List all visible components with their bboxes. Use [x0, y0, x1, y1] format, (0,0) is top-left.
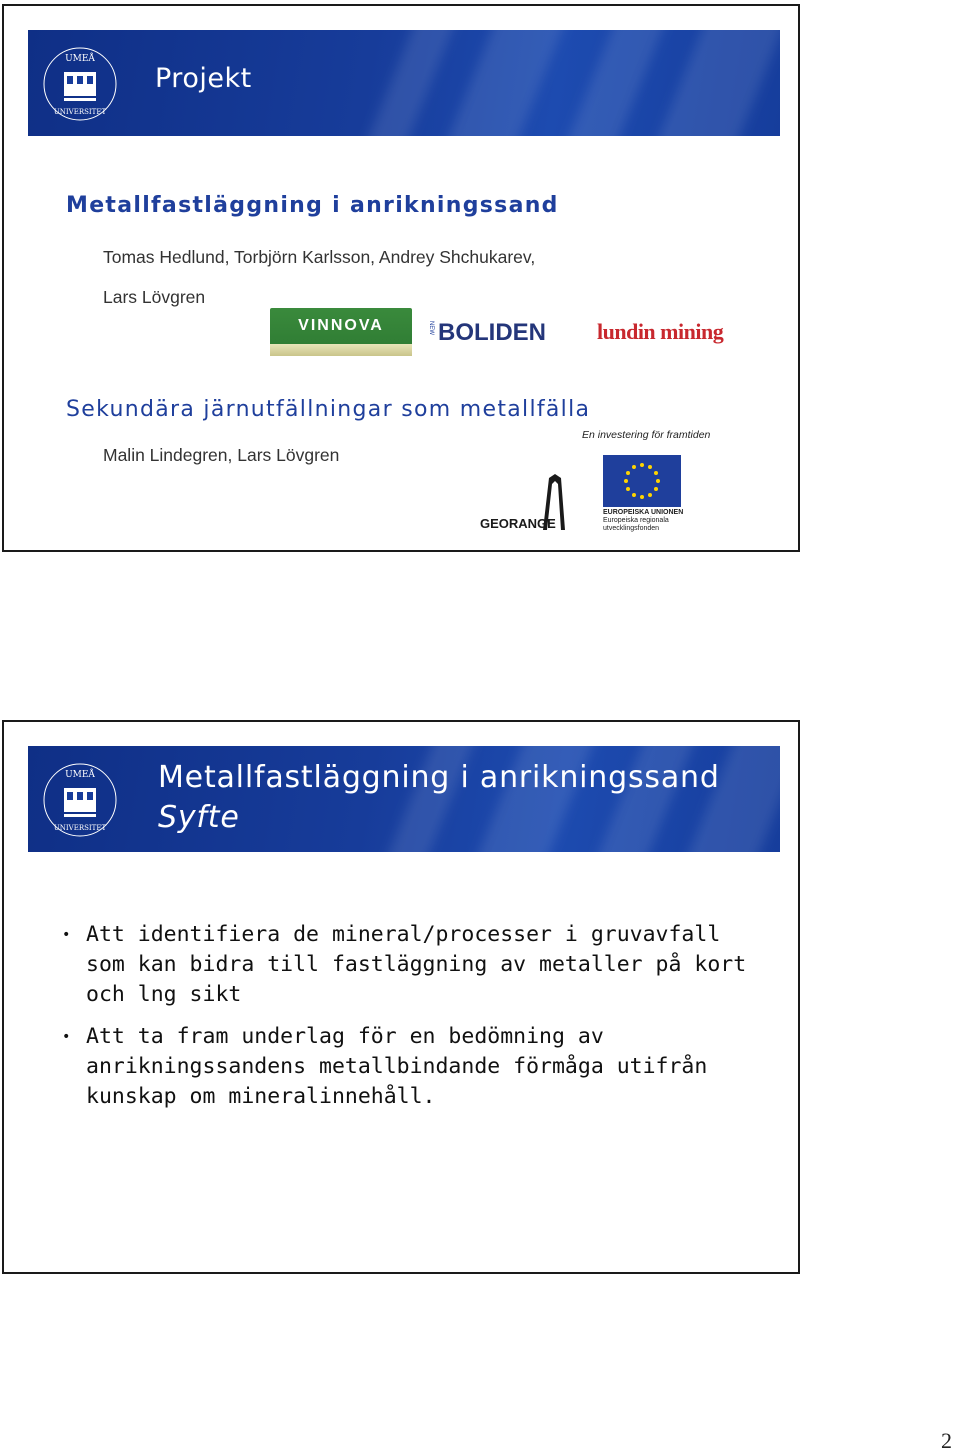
- vinnova-logo: [270, 308, 412, 356]
- bullet-list: [62, 920, 762, 1124]
- slide-banner: [28, 30, 780, 136]
- eu-tagline: En investering för framtiden: [582, 429, 711, 441]
- slide-title: Metallfastläggning i anrikningssand: [158, 760, 720, 795]
- eu-line1: EUROPEISKA UNIONEN: [603, 509, 684, 516]
- eu-line2: Europeiska regionala: [603, 517, 669, 524]
- banner-title: Projekt: [155, 63, 252, 94]
- project2-authors: Malin Lindegren, Lars Lövgren: [103, 445, 340, 465]
- boliden-wordmark: BOLIDEN: [438, 319, 546, 346]
- eu-line3: utvecklingsfonden: [603, 525, 660, 532]
- georange-logo: GEORANGE: [480, 516, 556, 531]
- bullet-item: • Att identifiera de mineral/processer i gruvavfall som kan bidra till fastläggning av metaller på kort och lng sikt: [62, 920, 762, 1010]
- project1-authors-line1: Tomas Hedlund, Torbjörn Karlsson, Andrey Shchukarev,: [103, 247, 536, 267]
- svg-text:UNIVERSITET: UNIVERSITET: [53, 824, 107, 832]
- slide-projekt: [2, 4, 800, 552]
- boliden-prefix: NEW: [428, 321, 434, 335]
- page-number: 2: [941, 1428, 952, 1453]
- svg-text:UMEÅ: UMEÅ: [65, 770, 95, 780]
- lundin-mining-logo: lundin mining: [597, 319, 724, 344]
- project1-title: Metallfastläggning i anrikningssand: [66, 193, 559, 218]
- eu-flag-icon: [603, 455, 681, 507]
- umea-university-logo-icon: [42, 46, 118, 122]
- umea-university-logo-icon: [42, 762, 118, 838]
- bullet-item: • Att ta fram underlag för en bedömning av anrikningssandens metallbindande förmåga utifrån kunskap om mineralinnehåll.: [62, 1022, 762, 1112]
- slide-syfte: [2, 720, 800, 1274]
- slide-subtitle: Syfte: [158, 800, 240, 835]
- eu-text: [603, 509, 683, 533]
- slide-banner: [28, 746, 780, 852]
- vinnova-wordmark: VINNOVA: [298, 317, 384, 334]
- svg-text:UNIVERSITET: UNIVERSITET: [53, 108, 107, 116]
- svg-text:UMEÅ: UMEÅ: [65, 54, 95, 64]
- project2-title: Sekundära järnutfällningar som metallfälla: [66, 397, 591, 422]
- project1-authors-line2: Lars Lövgren: [103, 287, 206, 307]
